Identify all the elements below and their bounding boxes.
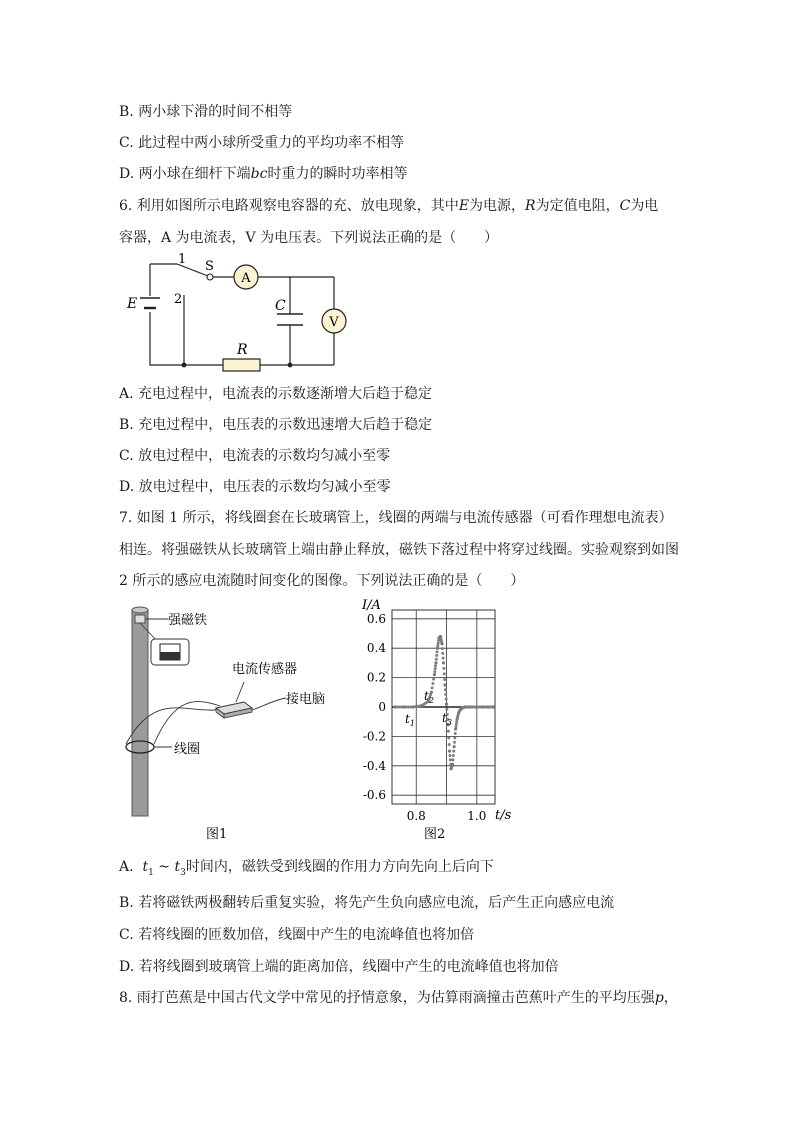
q5-option-c: C. 此过程中两小球所受重力的平均功率不相等 [119, 135, 405, 151]
q6-option-d: D. 放电过程中，电压表的示数均匀减小至零 [119, 479, 391, 495]
q7-stem-line1: 7. 如图 1 所示，将线圈套在长玻璃管上，线圈的两端与电流传感器（可看作理想电流表） [119, 510, 673, 526]
data-point [454, 732, 457, 735]
y-tick-label: 0 [378, 700, 386, 714]
label-sensor: 电流传感器 [232, 662, 298, 677]
x-tick-label: 1.0 [467, 809, 487, 823]
data-point [434, 664, 437, 667]
y-axis-label: I/A [362, 598, 381, 613]
y-tick-label: 0.4 [366, 641, 386, 656]
q6-stem-line2: 容器，A 为电流表，V 为电压表。下列说法正确的是（ ） [119, 230, 499, 246]
q6-var-r: R [525, 198, 536, 214]
q6-stem-text: 为电 [630, 198, 659, 214]
chart-series [393, 635, 495, 770]
data-point [434, 667, 437, 670]
data-point [436, 647, 439, 650]
data-point [449, 758, 452, 761]
q6-option-b: B. 充电过程中，电压表的示数迅速增大后趋于稳定 [119, 417, 433, 433]
q6-var-c: C [619, 198, 631, 214]
data-point [443, 672, 446, 675]
data-point [454, 725, 457, 728]
q7-var-t3: t [174, 859, 181, 875]
data-point [445, 698, 448, 701]
t3-annotation: $t_3$ [442, 711, 452, 727]
switch-pivot [207, 274, 213, 280]
circuit-label-2: 2 [174, 292, 183, 307]
q6-stem-text: 6. 利用如图所示电路观察电容器的充、放电现象，其中 [119, 198, 459, 214]
q7-option-b: B. 若将磁铁两极翻转后重复实验，将先产生负向感应电流，后产生正向感应电流 [119, 895, 615, 911]
q6-option-c: C. 放电过程中，电流表的示数均匀减小至零 [119, 448, 391, 464]
data-point [452, 750, 455, 753]
data-point [448, 754, 451, 757]
q8-stem-text: 8. 雨打芭蕉是中国古代文学中常见的抒情意象，为估算雨滴撞击芭蕉叶产生的平均压强 [119, 990, 655, 1006]
q5-option-d-post: 时重力的瞬时功率相等 [267, 166, 408, 182]
sensor-wire-b [154, 702, 220, 744]
q7-stem-line2: 相连。将强磁铁从长玻璃管上端由静止释放，磁铁下落过程中将穿过线圈。实验观察到如图 [119, 542, 679, 558]
circuit-label-1: 1 [178, 252, 187, 267]
data-point [454, 727, 457, 730]
x-tick-label: 0.8 [406, 809, 426, 823]
data-point [435, 654, 438, 657]
q6-stem-line1 [119, 196, 658, 216]
voltmeter-label: V [329, 315, 339, 330]
data-point [451, 758, 454, 761]
data-point [453, 736, 456, 739]
data-point [451, 763, 454, 766]
sensor-leader-line [236, 682, 244, 702]
q7-option-a [119, 857, 494, 883]
q7-option-a-post: 时间内，磁铁受到线圈的作用力方向先向上后向下 [185, 859, 494, 875]
data-point [443, 678, 446, 681]
data-point [442, 657, 445, 660]
circuit-label-r: R [237, 342, 248, 358]
q7-option-a-pre: A. [119, 859, 134, 875]
q6-stem-text: 为电源， [469, 198, 526, 214]
data-point [492, 705, 495, 708]
t2-annotation: $t_2$ [424, 689, 434, 705]
y-tick-label: -0.2 [362, 729, 386, 744]
circuit-label-c: C [275, 298, 286, 314]
junction-dot [288, 363, 293, 368]
chart-tick-labels [363, 612, 487, 823]
data-point [444, 693, 447, 696]
data-point [444, 688, 447, 691]
data-point [434, 661, 437, 664]
q6-stem-text: 为定值电阻， [535, 198, 620, 214]
data-point [448, 743, 451, 746]
figure-1-caption: 图1 [206, 827, 228, 842]
q7-stem-line3: 2 所示的感应电流随时间变化的图像。下列说法正确的是（ ） [119, 573, 525, 589]
magnet-in-tube [135, 615, 145, 623]
data-point [445, 702, 448, 705]
q7-var-t1-sub: 1 [148, 867, 154, 878]
label-coil: 线圈 [174, 742, 201, 757]
y-tick-label: -0.6 [362, 788, 386, 803]
data-point [452, 754, 455, 757]
junction-dot [182, 363, 187, 368]
data-point [437, 642, 440, 645]
data-point [436, 650, 439, 653]
q7-var-t3-sub: 3 [180, 867, 186, 878]
circuit-label-s: S [205, 259, 214, 274]
data-point [442, 667, 445, 670]
data-point [432, 678, 435, 681]
wire-left-lower [150, 312, 223, 365]
q5-option-b: B. 两小球下滑的时间不相等 [119, 104, 293, 120]
q7-option-a-mid: ~ [153, 859, 175, 875]
q7-option-d: D. 若将线圈到玻璃管上端的距离加倍，线圈中产生的电流峰值也将加倍 [119, 959, 559, 975]
q6-option-a: A. 充电过程中，电流表的示数逐渐增大后趋于稳定 [119, 386, 433, 402]
data-point [455, 722, 458, 725]
computer-cable [252, 698, 286, 710]
figure-2-caption: 图2 [424, 827, 446, 842]
q6-var-e: E [458, 198, 470, 214]
label-computer: 接电脑 [286, 692, 326, 707]
y-tick-label: 0.6 [366, 611, 386, 626]
data-point [442, 661, 445, 664]
q8-stem-line1 [119, 988, 678, 1008]
tube-top-opening [132, 607, 148, 613]
q7-option-c: C. 若将线圈的匝数加倍，线圈中产生的电流峰值也将加倍 [119, 927, 475, 943]
data-point [435, 658, 438, 661]
data-point [431, 686, 434, 689]
t1-annotation: $t_1$ [405, 712, 415, 728]
data-point [453, 745, 456, 748]
data-point [441, 652, 444, 655]
glass-tube [132, 610, 148, 816]
label-magnet: 强磁铁 [168, 613, 208, 628]
data-point [433, 673, 436, 676]
q5-option-d-var: bc [250, 166, 268, 182]
resistor-icon [223, 359, 260, 371]
x-axis-label: t/s [495, 808, 512, 823]
data-point [441, 647, 444, 650]
data-point [443, 683, 446, 686]
circuit-label-e: E [127, 296, 138, 312]
q5-option-d-pre: D. 两小球在细杆下端 [119, 166, 251, 182]
q8-var-p: p [654, 990, 664, 1006]
data-point [436, 644, 439, 647]
figure-1-apparatus [114, 602, 344, 848]
q7-var-t1: t [142, 859, 149, 875]
q8-stem-text: ， [663, 990, 678, 1006]
q5-option-d [119, 164, 407, 184]
data-point [447, 736, 450, 739]
data-point [453, 741, 456, 744]
circuit-diagram [120, 248, 360, 372]
data-point [430, 691, 433, 694]
data-point [447, 730, 450, 733]
data-point [431, 682, 434, 685]
data-point [448, 749, 451, 752]
ammeter-label: A [241, 271, 251, 286]
magnet-pole-dark [160, 652, 180, 660]
data-point [433, 670, 436, 673]
data-point [440, 642, 443, 645]
figure-2-chart [340, 596, 520, 846]
y-tick-label: -0.4 [362, 758, 386, 773]
y-tick-label: 0.2 [366, 670, 386, 685]
